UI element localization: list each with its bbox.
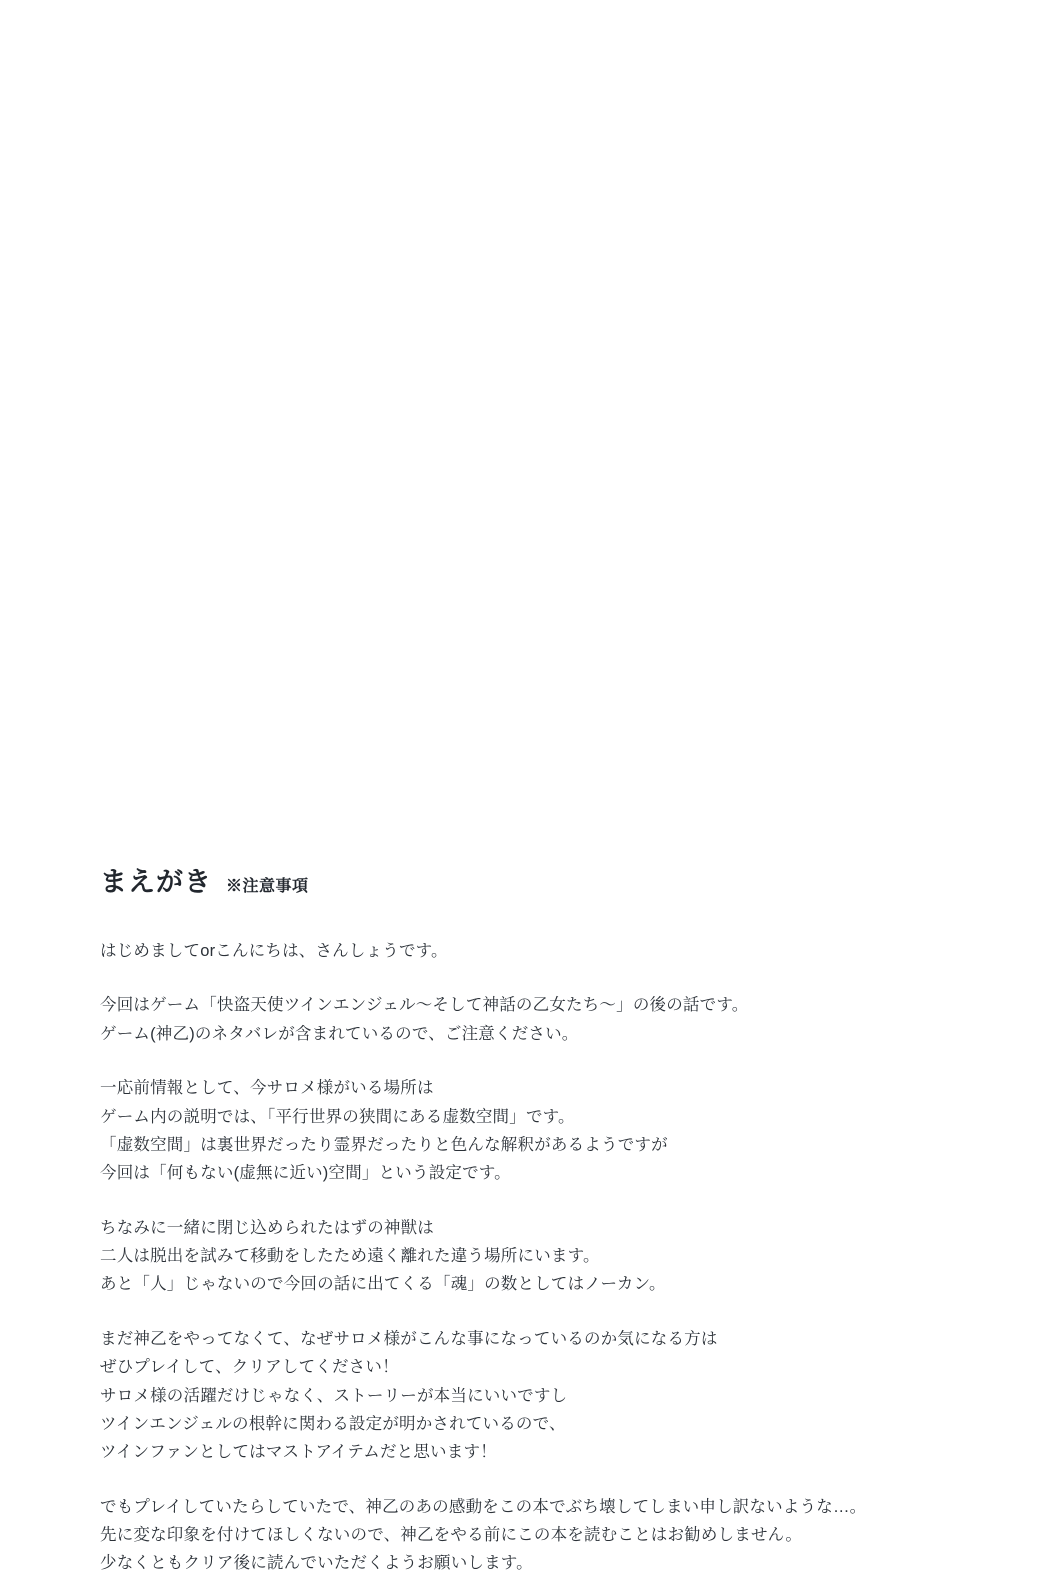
text-line: 今回はゲーム「快盗天使ツインエンジェル～そして神話の乙女たち～」の後の話です。 (100, 996, 749, 1015)
paragraph-play-recommendation (100, 1325, 980, 1467)
text-line: 先に変な印象を付けてほしくないので、神乙をやる前にこの本を読むことはお勧めしません。 (100, 1526, 803, 1544)
text-line: サロメ様の活躍だけじゃなく、ストーリーが本当にいいですし (100, 1386, 568, 1405)
text-line: 一応前情報として、今サロメ様がいる場所は (100, 1079, 434, 1098)
text-line: ツインファンとしてはマストアイテムだと思います！ (100, 1443, 497, 1462)
text-line: 「虚数空間」は裏世界だったり霊界だったりと色んな解釈があるようですが (100, 1135, 668, 1154)
text-line: 今回は「何もない(虚無に近い)空間」という設定です。 (100, 1164, 511, 1183)
text-line: ゲーム(神乙)のネタバレが含まれているので、ご注意ください。 (100, 1024, 579, 1043)
text-line: でもプレイしていたらしていたで、神乙のあの感動をこの本でぶち壊してしまい申し訳ないような…。 (100, 1497, 867, 1516)
text-line: ツインエンジェルの根幹に関わる設定が明かされているので、 (100, 1414, 566, 1433)
text-line: ちなみに一緒に閉じ込められたはずの神獣は (100, 1218, 434, 1237)
page-title: まえがき (100, 867, 212, 897)
section-heading (100, 860, 980, 899)
heading-note: ※注意事項 (226, 878, 309, 895)
paragraph-shinju-note (100, 1214, 980, 1299)
text-line: まだ神乙をやってなくて、なぜサロメ様がこんな事になっているのか気になる方は (100, 1329, 718, 1348)
text-line: 二人は脱出を試みて移動をしたため遠く離れた違う場所にいます。 (100, 1247, 600, 1265)
afterword-content (100, 860, 980, 1578)
text-line: 少なくともクリア後に読んでいただくようお願いします。 (100, 1554, 533, 1573)
text-line: あと「人」じゃないので今回の話に出てくる「魂」の数としてはノーカン。 (100, 1275, 666, 1294)
paragraph-greeting (100, 937, 980, 965)
text-line: ぜひプレイして、クリアしてください！ (100, 1358, 399, 1377)
paragraph-setting-info (100, 1074, 980, 1188)
paragraph-spoiler-warning (100, 991, 980, 1048)
text-line: ゲーム内の説明では、「平行世界の狭間にある虚数空間」です。 (100, 1107, 575, 1126)
paragraph-apology (100, 1493, 980, 1578)
text-line: はじめましてorこんにちは、さんしょうです。 (100, 942, 448, 960)
